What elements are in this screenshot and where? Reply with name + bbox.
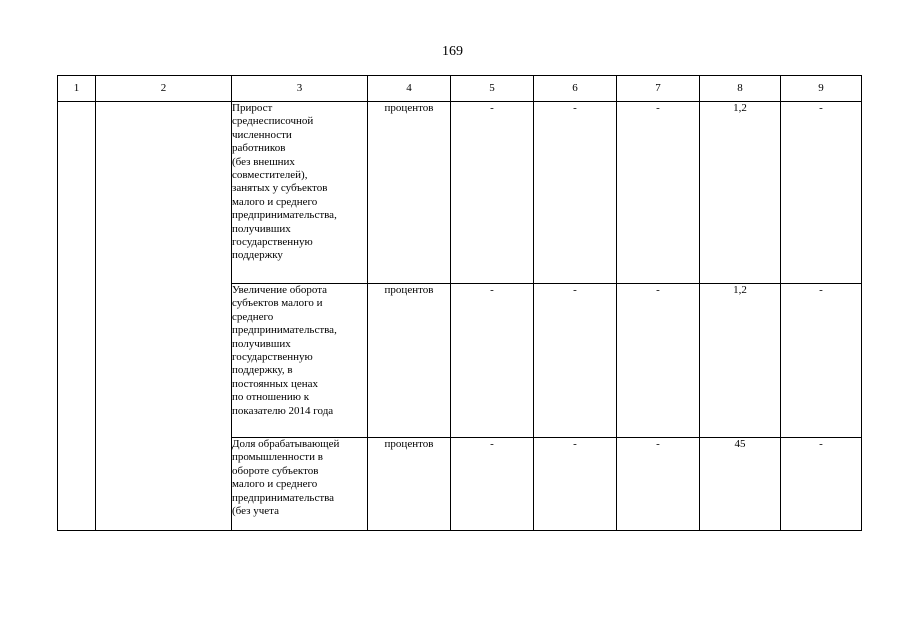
value-col-9: - [781, 284, 862, 438]
value-col-5: - [451, 284, 534, 438]
column-header-8: 8 [700, 76, 781, 102]
indicator-name: Прирост среднесписочной численности работников (без внешних совместителей), занятых у субъектов малого и среднего предпринимательства, получивших государственную поддержку [232, 102, 368, 284]
page-number: 169 [442, 44, 463, 59]
column-header-2: 2 [96, 76, 232, 102]
unit-cell: процентов [368, 438, 451, 531]
value-col-7: - [617, 438, 700, 531]
column-header-1: 1 [58, 76, 96, 102]
value-col-8: 1,2 [700, 102, 781, 284]
unit-cell: процентов [368, 102, 451, 284]
value-col-9: - [781, 438, 862, 531]
value-col-6: - [534, 438, 617, 531]
merged-cell-col-1 [58, 102, 96, 531]
value-col-6: - [534, 284, 617, 438]
indicator-name: Увеличение оборота субъектов малого и среднего предпринимательства, получивших государственную поддержку, в постоянных ценах по отношению к показателю 2014 года [232, 284, 368, 438]
indicators-table [57, 75, 862, 531]
value-col-5: - [451, 438, 534, 531]
value-col-8: 1,2 [700, 284, 781, 438]
column-header-7: 7 [617, 76, 700, 102]
value-col-7: - [617, 284, 700, 438]
unit-cell: процентов [368, 284, 451, 438]
column-header-5: 5 [451, 76, 534, 102]
indicator-name: Доля обрабатывающей промышленности в обороте субъектов малого и среднего предпринимательства (без учета [232, 438, 368, 531]
merged-cell-col-2 [96, 102, 232, 531]
value-col-5: - [451, 102, 534, 284]
table-row [58, 102, 862, 284]
header-row [58, 76, 862, 102]
column-header-6: 6 [534, 76, 617, 102]
value-col-7: - [617, 102, 700, 284]
value-col-8: 45 [700, 438, 781, 531]
column-header-3: 3 [232, 76, 368, 102]
column-header-9: 9 [781, 76, 862, 102]
value-col-6: - [534, 102, 617, 284]
column-header-4: 4 [368, 76, 451, 102]
value-col-9: - [781, 102, 862, 284]
